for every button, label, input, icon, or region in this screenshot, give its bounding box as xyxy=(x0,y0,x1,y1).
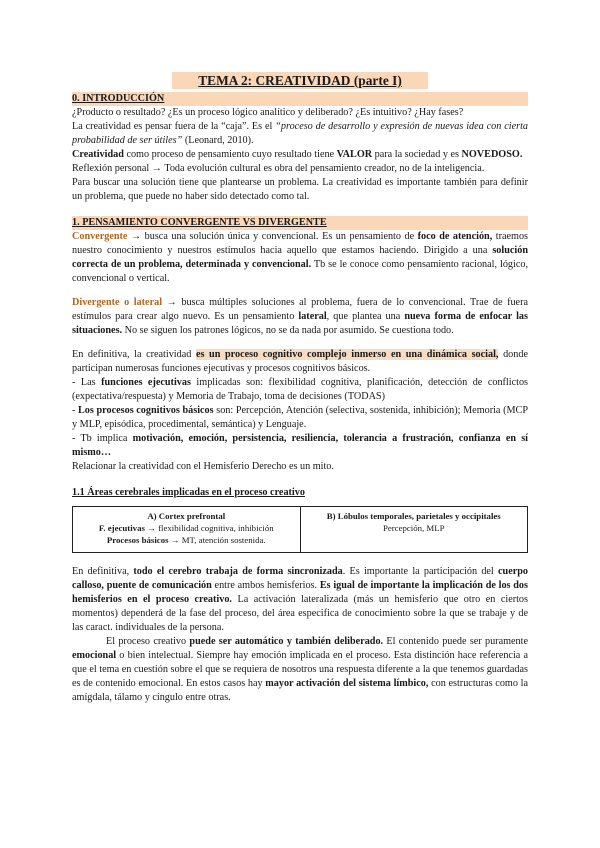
section-heading-pensamiento: 1. PENSAMIENTO CONVERGENTE VS DIVERGENTE xyxy=(72,216,528,230)
section-heading-introduccion: 0. INTRODUCCIÓN xyxy=(72,92,528,106)
sincronizado-paragraph: En definitiva, todo el cerebro trabaja de forma sincronizada. Es importante la participación del cuerpo calloso, puente de comunicación entre ambos hemisferios. Es igual de importante la implicación de los dos hemisferios en el proceso creativo. La activación lateralizada (más un hemisferio que otro en ciertos momentos) dependerá de la fase del proceso, del área especifica de conocimiento sobre la que se trabaje y de las caract. individuales de la persona. xyxy=(72,566,529,633)
page-content xyxy=(72,72,528,705)
intro-creatividad: Creatividad como proceso de pensamiento cuyo resultado tiene VALOR para la sociedad y es NOVEDOSO. xyxy=(72,149,523,160)
intro-solucion: Para buscar una solución tiene que plantearse un problema. La creatividad es importante también para definir un problema, que puede no haber sido detectado como tal. xyxy=(72,177,528,202)
automatico-paragraph: El proceso creativo puede ser automático y también deliberado. El contenido puede ser puramente emocional o bien intelectual. Siempre hay emoción implicada en el proceso. Esta distinción hace referencia a que el tema en cuestión sobre el que se requiera de nosotros una respuesta diferente a la que tenemos guardadas es de contenido emocional. En estos casos hay mayor activación del sistema límbico, con estructuras como la amígdala, tálamo y cíngulo entre otras. xyxy=(72,636,528,703)
subsection-heading-areas: 1.1 Áreas cerebrales implicadas en el proceso creativo xyxy=(72,487,305,498)
intro-questions: ¿Producto o resultado? ¿Es un proceso lógico analítico y deliberado? ¿Es intuitivo? ¿Hay fases? xyxy=(72,107,464,118)
definicion-paragraph: En definitiva, la creatividad es un proceso cognitivo complejo inmerso en una dinámica social, donde participan numerosas funciones ejecutivas y procesos cognitivos básicos. xyxy=(72,349,528,374)
divergente-paragraph: Divergente o lateral → busca múltiples soluciones al problema, fuera de lo convencional. Trae de fuera estímulos para crear algo nuevo. Es un pensamiento lateral, que plantea una nueva forma de enfocar las situaciones. No se siguen los patrones lógicos, no se da nada por asumido. Se cuestiona todo. xyxy=(72,297,528,336)
page-title: TEMA 2: CREATIVIDAD (parte I) xyxy=(72,72,528,90)
funciones-ejecutivas-item: - Las funciones ejecutivas implicadas son: flexibilidad cognitiva, planificación, detección de conflictos (expectativa/respuesta) y Memoria de Trabajo, toma de decisiones (TODAS) xyxy=(72,377,529,402)
areas-cell-heading: A) Cortex prefrontal xyxy=(147,511,226,521)
intro-reflexion: Reflexión personal → Toda evolución cultural es obra del pensamiento creador, no de la inteligencia. xyxy=(72,163,485,174)
areas-cell-prefrontal: A) Cortex prefrontal F. ejecutivas → flexibilidad cognitiva, inhibición Procesos básicos → MT, atención sostenida. xyxy=(73,507,301,553)
areas-table xyxy=(72,506,528,553)
procesos-basicos-item: - Los procesos cognitivos básicos son: Percepción, Atención (selectiva, sostenida, inhibición); Memoria (MCP y MLP, episódica, procedimental, semántica) y Lenguaje. xyxy=(72,405,528,430)
areas-cell-heading: B) Lóbulos temporales, parietales y occipitales xyxy=(326,511,501,521)
hemisferio-mito: Relacionar la creatividad con el Hemisferio Derecho es un mito. xyxy=(72,461,334,472)
tambien-implica-item: - Tb implica motivación, emoción, persistencia, resiliencia, tolerancia a frustración, confianza en sí mismo… xyxy=(72,433,528,458)
intro-definition: La creatividad es pensar fuera de la “caja”. Es el “proceso de desarrollo y expresión de nuevas idea con cierta probabilidad de ser útiles” (Leonard, 2010). xyxy=(72,121,528,146)
convergente-paragraph: Convergente → busca una solución única y convencional. Es un pensamiento de foco de atención, traemos nuestro conocimiento y nuestros estímulos hacia aquello que estamos haciendo. Dirigido a una solución correcta de un problema, determinada y convencional. Tb se le conoce como pensamiento racional, lógico, convencional o vertical. xyxy=(72,231,529,284)
areas-cell-lobulos: B) Lóbulos temporales, parietales y occipitales Percepción, MLP xyxy=(300,507,528,553)
